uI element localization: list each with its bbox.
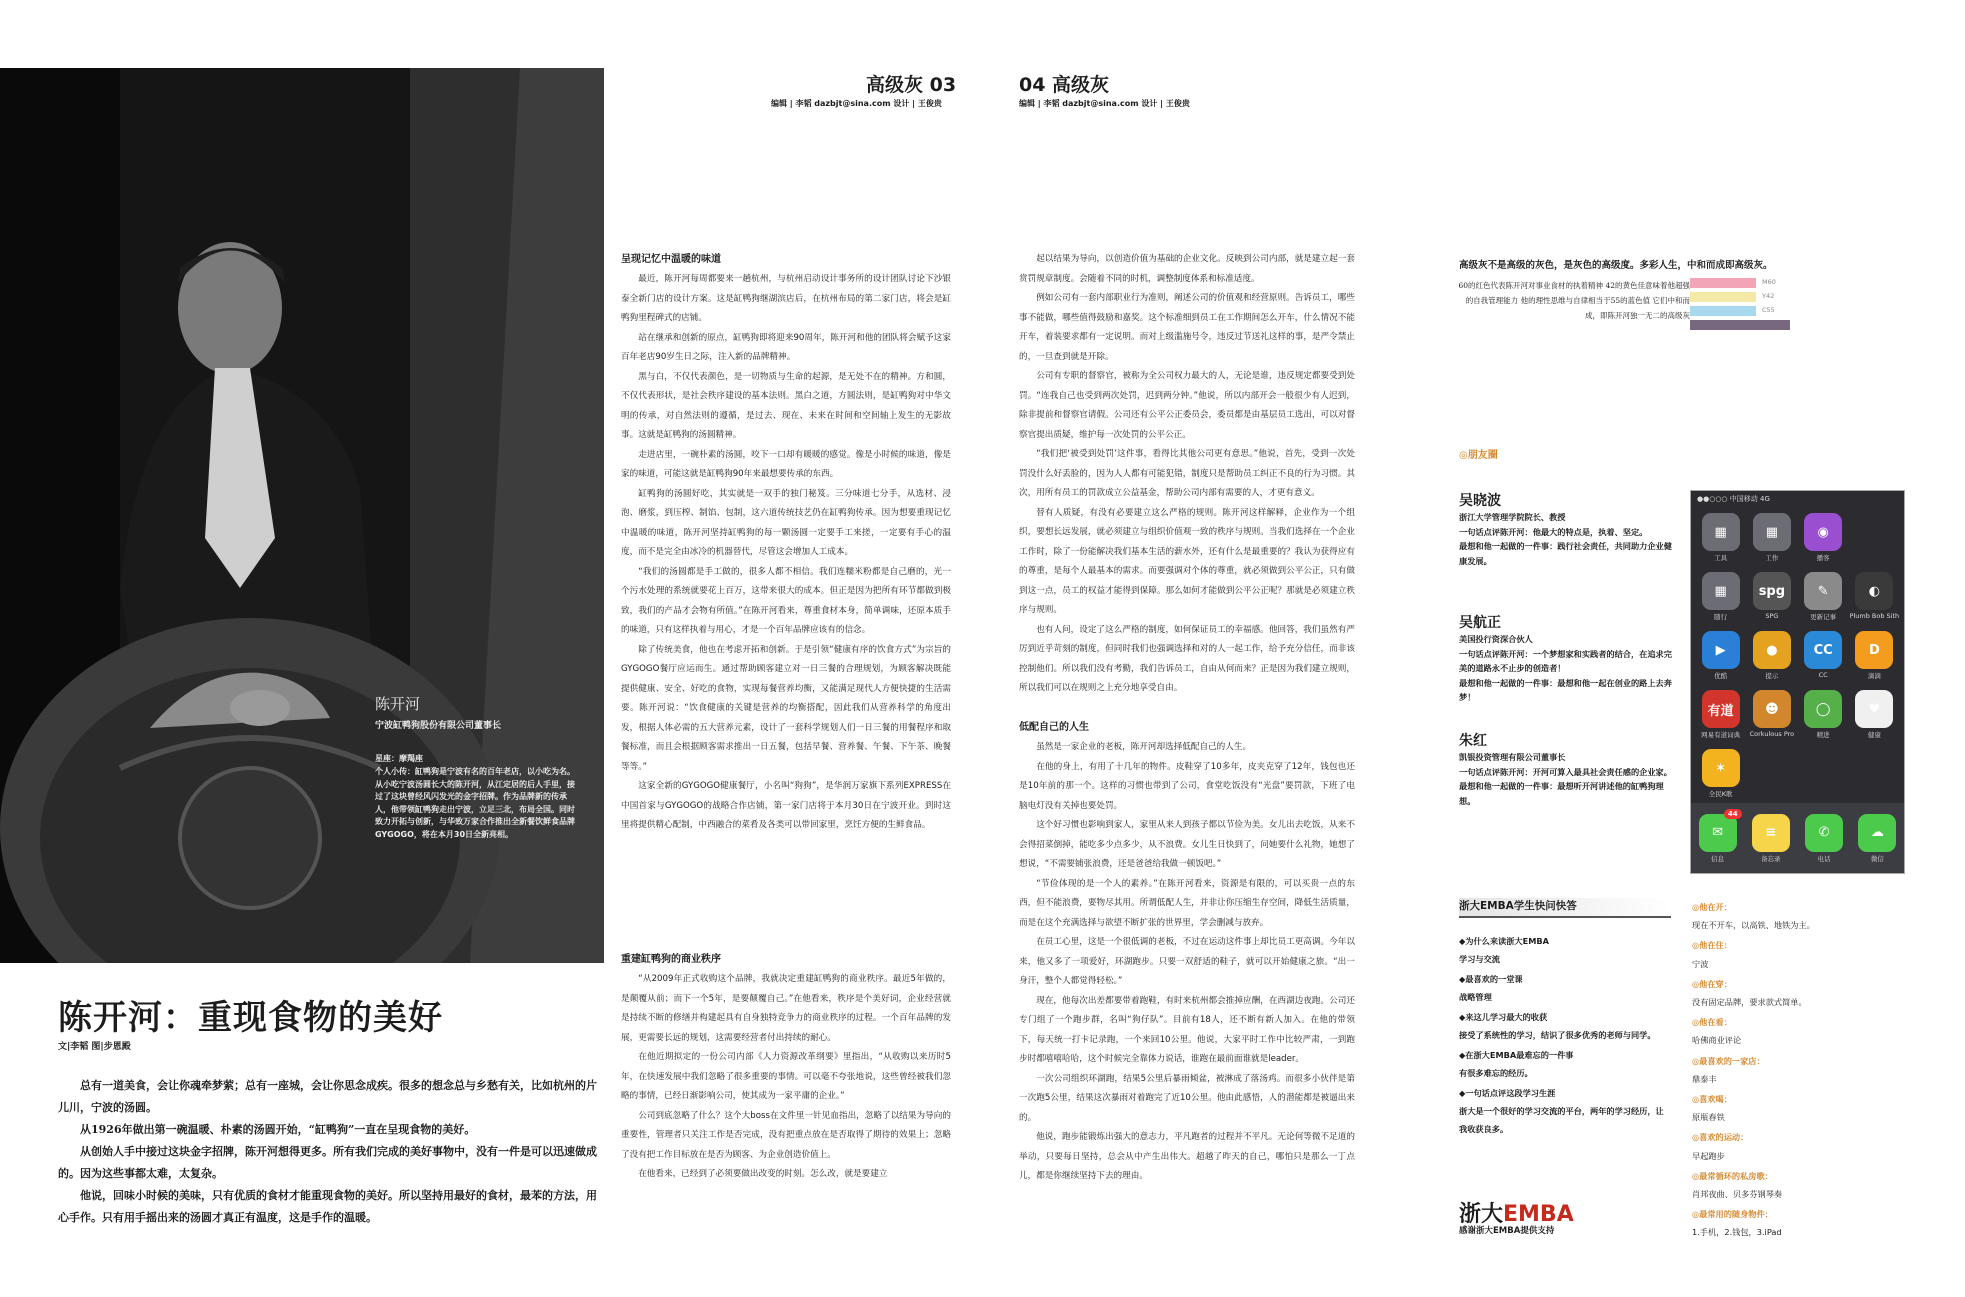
app-label: 播客	[1816, 554, 1830, 562]
app-icon: ☻	[1753, 690, 1791, 728]
app-icon-item	[1695, 749, 1746, 798]
fact-key: ◎他在开：	[1692, 902, 1732, 912]
color-bar-fill	[1690, 278, 1756, 288]
friend-org: 凯银投资管理有限公司董事长	[1459, 752, 1566, 762]
friend-card	[1459, 612, 1674, 705]
color-bar: M60	[1690, 278, 1800, 288]
body-paragraph: 缸鸭狗的汤圆好吃，其实就是一双手的独门秘笈。三分味道七分手，从选材、浸泡、磨浆，到压榨、制馅、包制，这六道传统技艺仍在缸鸭狗传承。因为想要重现记忆中温暖的味道，陈开河坚持缸鸭狗的每一颗汤圆一定要手工来搓，一定要有手心的温度，而不是完全由冰冷的机器替代，尽管这会增加人工成本。	[621, 488, 951, 557]
body-paragraph: 在员工心里，这是一个很低调的老板，不过在运动这件事上却比员工更高调。今年以来，他又多了一项爱好，环湖跑步。只要一双舒适的鞋子，就可以开始健康之旅。“出一身汗，整个人都觉得轻松。”	[1019, 937, 1355, 986]
friend-org: 浙江大学管理学院院长、教授	[1459, 512, 1566, 522]
page-credit-right: 编辑 | 李韬 dazbjt@sina.com 设计 | 王俊贵	[1019, 99, 1190, 108]
app-label: 随行	[1714, 613, 1728, 621]
body-paragraph: 他说，跑步能锻炼出强大的意志力，平凡跑者的过程并不平凡。无论何等微不足道的举动，只要每日坚持，总会从中产生出伟大。超越了昨天的自己，哪怕只是那么一丁点儿，都是你继续坚持下去的理由。	[1019, 1132, 1355, 1181]
body-paragraph: “我们的汤圆都是手工做的，很多人都不相信。我们连糯米粉都是自己磨的，光一个污水处理的系统就要花上百万，这带来很大的成本。但正是因为把所有环节都做到极致，我们的产品才会物有所值。”在陈开河看来，尊重食材本身，简单调味，还原本质手的味道，只有这样执着与用心，才是一个百年品牌应该有的信念。	[621, 566, 951, 635]
body-paragraph: 除了传统美食，他也在考虑开拓和创新。于是引领“健康有序的饮食方式”为宗旨的GYGOGO餐厅应运而生。通过帮助顾客建立对一日三餐的合理规划，为顾客解决既能提供健康、安全、好吃的食物，实现每餐营养均衡，又能满足现代人方便快捷的生活需要。陈开河说：“饮食健康的关键是营养的均衡搭配，因此我们从营养科学的角度出发，根据人体必需的五大营养元素，设计了一套科学规划人们一日三餐的用餐程序和取餐标准，而且会根据顾客需求推出一日五餐，包括早餐、营养餐、午餐、下午茶、晚餐等等。”	[621, 644, 951, 772]
page-header-04: 04 高级灰	[1019, 74, 1110, 96]
app-icon-item	[1798, 814, 1851, 863]
app-icon-item	[1798, 690, 1849, 739]
section-heading: 重建缸鸭狗的商业秩序	[621, 954, 721, 965]
app-icon-item	[1849, 690, 1900, 739]
app-label: 更新记事	[1810, 613, 1837, 621]
app-label: 全民K歌	[1708, 790, 1733, 798]
body-paragraph: 走进店里，一碗朴素的汤圆，咬下一口却有暖暖的感觉。像是小时候的味道，像是家的味道，可能这就是缸鸭狗90年来最想要传承的东西。	[621, 449, 951, 479]
emba-logo-prefix: 浙大	[1459, 1202, 1504, 1227]
app-label: 备忘录	[1761, 854, 1781, 863]
qa-answer: 有很多难忘的经历。	[1459, 1068, 1533, 1078]
fact-key: ◎他在住：	[1692, 940, 1732, 951]
app-icon: spg	[1753, 572, 1791, 610]
caption-text: 个人小传：缸鸭狗是宁波有名的百年老店，以小吃为名。从小吃宁波汤圆长大的陈开河，从江定居的后人手里，接过了这块曾经风闪发光的金字招牌。作为品牌新的传承人，他带领缸鸭狗走出宁波，立足三北，布局全国。同时致力开拓与创新，与华致万家合作推出全新餐饮鲜食品牌GYGOGO，将在本月30日全新亮相。	[375, 767, 575, 839]
fact-value: 哈佛商业评论	[1692, 1035, 1742, 1046]
app-icon: ●	[1753, 631, 1791, 669]
app-icon-item	[1746, 513, 1797, 562]
article-byline: 文|李韬 图|步恩殿	[58, 1042, 131, 1052]
caption-title: 宁波缸鸭狗股份有限公司董事长	[375, 721, 502, 731]
app-icon: ◐	[1855, 572, 1893, 610]
article-title: 陈开河：重现食物的美好	[58, 998, 443, 1038]
fact-value: 现在不开车，以高铁、地铁为主。	[1692, 920, 1815, 931]
app-icon: ▦	[1753, 513, 1791, 551]
body-paragraph: 公司有专职的督察官，被称为全公司权力最大的人，无论是谁，违反规定都要受到处罚。“连我自己也受到两次处罚，迟到两分钟。”他说，所以内部开会一般很少有人迟到，除非提前和督察官请假。公司还有公平公正委员会，委员都是由基层员工选出，可以对督察官提出质疑，维护每一次处罚的公平公正。	[1019, 371, 1355, 440]
color-bar: C55	[1690, 306, 1800, 316]
app-label: 微信	[1870, 854, 1884, 863]
lead-paragraph: 从创始人手中接过这块金字招牌，陈开河想得更多。所有我们完成的美好事物中，没有一件是可以迅速做成的。因为这些事都太难，太复杂。	[58, 1145, 597, 1180]
app-icon: ▦	[1702, 513, 1740, 551]
app-icon-item	[1798, 572, 1849, 621]
lead-paragraph: 总有一道美食，会让你魂牵梦萦；总有一座城，会让你思念成疾。很多的想念总与乡愁有关，比如杭州的片儿川，宁波的汤圆。	[58, 1079, 597, 1114]
body-column-2	[1019, 250, 1355, 699]
body-paragraph: 现在，他每次出差都要带着跑鞋，有时来杭州都会推掉应酬，在西湖边夜跑。公司还专门组了一个跑步群，名叫“狗仔队”。目前有18人，还不断有新人加入。在他的带领下，每天统一打卡记录跑，一个来回10公里。他说，大家平时工作中比较严肃，一到跑步时都嘻嘻哈哈，这个时候完全靠体力说话，谁跑在最前面谁就是leader。	[1019, 995, 1355, 1064]
fact-value: 原瓶春铁	[1692, 1112, 1725, 1123]
friend-name: 吴晓波	[1459, 493, 1501, 509]
app-icon: ◯	[1804, 690, 1842, 728]
friend-name: 吴航正	[1459, 615, 1501, 631]
app-grid	[1691, 507, 1904, 804]
app-icon-item	[1695, 513, 1746, 562]
page-credit-left: 编辑 | 李韬 dazbjt@sina.com 设计 | 王俊贵	[771, 99, 942, 108]
app-icon: ▶	[1702, 631, 1740, 669]
app-icon: ✶	[1702, 749, 1740, 787]
qa-answer: 战略管理	[1459, 992, 1492, 1002]
friend-wish: 最想和他一起做的一件事：最想听开河讲述他的缸鸭狗理想。	[1459, 781, 1664, 806]
section-heading: 低配自己的人生	[1019, 722, 1089, 733]
body-paragraph: “我们把‘被受到处罚’这件事，看得比其他公司更有意思。”他说，首先，受到一次处罚没什么好丢脸的，因为人人都有可能犯错，制度只是帮助员工纠正不良的行为习惯。其次，用所有员工的罚款成立公益基金，帮助公司内部有需要的人，才更有意义。	[1019, 449, 1355, 498]
app-icon-item	[1849, 631, 1900, 680]
app-icon-item	[1849, 513, 1900, 562]
fact-value: 肖邦夜曲、贝多芬钢琴奏	[1692, 1189, 1783, 1200]
app-label: 提示	[1765, 672, 1779, 680]
app-icon-item	[1851, 814, 1904, 863]
app-icon-item	[1744, 814, 1797, 863]
emba-logo-text: EMBA	[1503, 1202, 1574, 1227]
app-icon-item	[1849, 572, 1900, 621]
app-label: CC	[1818, 671, 1828, 679]
qa-question: ◆来这儿学习最大的收获	[1459, 1012, 1548, 1022]
app-label: 滴滴	[1867, 672, 1881, 680]
body-paragraph: “从2009年正式收购这个品牌，我就决定重建缸鸭狗的商业秩序。最近5年做的，是颠覆从前；而下一个5年，是要颠覆自己。”在他看来，秩序是个美好词，企业经营就是持续不断的修缮并构建起具有自身独特竞争力的商业秩序的过程。一个百年品牌的发展，更需要长远的规划，这需要经营者付出持续的耐心。	[621, 974, 951, 1043]
color-bar	[1690, 320, 1800, 330]
app-icon	[1855, 513, 1893, 551]
body-paragraph: 虽然是一家企业的老板，陈开河却选择低配自己的人生。	[1036, 742, 1252, 752]
app-icon: ✉ 44	[1699, 814, 1737, 852]
body-paragraph: 公司到底忽略了什么？这个大boss在文件里一针见血指出，忽略了以结果为导向的重要性，管理者只关注工作是否完成，没有把重点放在是否取得了期待的效果上；忽略了没有把工作目标放在是否为顾客、为企业创造价值上。	[621, 1110, 951, 1160]
qa-question: ◆最喜欢的一堂课	[1459, 974, 1523, 984]
fact-value: 早起跑步	[1692, 1150, 1725, 1161]
body-paragraph: 也有人问，设定了这么严格的制度，如何保证员工的幸福感。他回答，我们虽然有严厉到近乎苛刻的制度，但同时我们也强调选择和对的人一起工作，给予充分信任，而非该控制他们。所以我们没有考勤，我们告诉员工，自由从何而来？正是因为我们建立规则，所以我们可以在规则之上充分地享受自由。	[1019, 624, 1355, 693]
qa-answer: 接受了系统性的学习，结识了很多优秀的老师与同学。	[1459, 1030, 1656, 1040]
fact-key: ◎他在看：	[1692, 1017, 1732, 1028]
app-icon-item	[1695, 690, 1746, 739]
body-column-2b	[1019, 718, 1355, 1187]
body-paragraph: 站在继承和创新的原点，缸鸭狗即将迎来90周年，陈开河和他的团队将会赋予这家百年老店90岁生日之际，注入新的品牌精神。	[621, 332, 951, 362]
friend-org: 美国投行资深合伙人	[1459, 634, 1533, 644]
app-icon: D	[1855, 631, 1893, 669]
body-column-1	[621, 250, 951, 836]
lead-paragraph: 他说，回味小时候的美味，只有优质的食材才能重现食物的美好。所以坚持用最好的食材，最苯的方法，用心手作。只有用手摇出来的汤圆才真正有温度，这是手作的温暖。	[58, 1189, 597, 1224]
personal-facts	[1692, 898, 1922, 1244]
body-paragraph: 黑与白，不仅代表颜色，是一切物质与生命的起源，是无处不在的精神。方和圆，不仅代表形状，是社会秩序建设的基本法则。黑白之道，方圆法则，是缸鸭狗对中华文明的传承，对自然法则的遵循，是过去、现在、未来在时间和空间轴上发生的无影故事。这就是缸鸭狗的汤圆精神。	[621, 371, 951, 440]
friend-name: 朱红	[1459, 733, 1487, 749]
page-header-03: 高级灰 03	[866, 74, 957, 96]
friend-card	[1459, 490, 1674, 568]
friends-heading: ◎朋友圈	[1459, 450, 1498, 461]
body-paragraph: 起以结果为导向，以创造价值为基础的企业文化。反映到公司内部，就是建立起一套赏罚规章制度。会随着不同的时机，调整制度体系和标准适度。	[1019, 254, 1355, 284]
app-icon: ✆	[1805, 814, 1843, 852]
fact-key: ◎最常用的随身物件：	[1692, 1209, 1773, 1220]
body-paragraph: 在他近期拟定的一份公司内部《人力资源改革纲要》里指出，“从收购以来历时5年，在快速发展中我们忽略了很多重要的事情。可以毫不夸张地说，这些曾经被我们忽略的事情，已经日渐影响公司，使其成为一家平庸的企业。”	[621, 1052, 951, 1101]
article-lead	[58, 1075, 603, 1229]
body-paragraph: 在他看来，已经到了必须要做出改变的时刻。怎么改，就是要建立	[638, 1169, 888, 1179]
color-bar-fill	[1690, 292, 1756, 302]
app-icon: 有道	[1702, 690, 1740, 728]
fact-key: ◎最喜欢的一家店：	[1692, 1055, 1765, 1066]
notification-badge: 44	[1724, 809, 1742, 819]
app-icon-item	[1746, 572, 1797, 621]
phone-status-bar: ●●○○○ 中国移动 4G	[1697, 495, 1770, 503]
fact-value: 鼎泰丰	[1692, 1073, 1717, 1084]
app-label: 电话	[1817, 854, 1831, 863]
body-paragraph: “节俭体现的是一个人的素养。”在陈开河看来，资源是有限的，可以买贵一点的东西，但不能浪费，要物尽其用。所谓低配人生，并非让你压缩生存空间，降低生活质量，而是在这个充满选择与欲望不断扩张的世界里，学会删减与放弃。	[1019, 878, 1355, 928]
lead-paragraph: 从1926年做出第一碗温暖、朴素的汤圆开始，“缸鸭狗”一直在呈现食物的美好。	[80, 1123, 476, 1136]
friend-card	[1459, 730, 1674, 808]
app-icon-item	[1746, 631, 1797, 680]
app-icon-item	[1691, 809, 1744, 863]
fact-key: ◎他在穿：	[1692, 978, 1732, 989]
app-icon-item	[1798, 631, 1849, 680]
color-bars	[1690, 278, 1800, 334]
friend-comment: 一句话点评陈开河：他最大的特点是，执着、坚定。	[1459, 526, 1648, 537]
body-paragraph: 这家全新的GYGOGO健康餐厅，小名叫“狗狗”，是华润万家旗下系列EXPRESS在中国首家与GYGOGO的战略合作店铺，第一家门店将于本月30日在宁波开业。到时这里将提供精心配制，中西融合的菜肴及各类可以带回家里，烹饪方便的生鲜食品。	[621, 781, 951, 830]
app-label: 工具	[1714, 554, 1728, 562]
emba-qa-list	[1459, 932, 1671, 1138]
body-paragraph: 在他的身上，有用了十几年的物件。皮鞋穿了10多年，皮夹克穿了12年，钱包也还是10年前的那一个。这样的习惯也带到了公司，食堂吃饭没有“光盘”要罚款，下班了电脑电灯没有关掉也要处罚。	[1019, 761, 1355, 811]
phone-dock	[1691, 803, 1904, 873]
app-icon: ☁	[1858, 814, 1896, 852]
app-icon: ≡	[1752, 814, 1790, 852]
emba-qa-box	[1459, 898, 1671, 1140]
color-bar-fill	[1690, 320, 1790, 330]
app-label: SPG	[1765, 612, 1779, 620]
color-bar-fill	[1690, 306, 1756, 316]
app-icon-item	[1695, 572, 1746, 621]
app-icon-item	[1695, 631, 1746, 680]
caption-label: 星座：摩羯座	[375, 754, 423, 763]
friend-comment: 一句话点评陈开河：开河可算入最具社会责任感的企业家。	[1459, 766, 1672, 777]
color-bar: Y42	[1690, 292, 1800, 302]
fact-value: 没有固定品牌，要求款式简单。	[1692, 997, 1807, 1008]
body-paragraph: 这个好习惯也影响到家人，家里从来人到孩子都以节俭为美。女儿出去吃饭，从来不会得招菜倒掉，能吃多少点多少，从不浪费。女儿生日快到了，问她要什么礼物，她想了想说，“不需要铺张浪费，还是爸爸给我做一顿饭吧。”	[1019, 820, 1355, 869]
friend-wish: 最想和他一起做的一件事：践行社会责任，共同助力企业健康发展。	[1459, 541, 1672, 566]
fact-key: ◎喜欢的运动：	[1692, 1132, 1749, 1143]
fact-key: ◎喜欢喝：	[1692, 1094, 1732, 1105]
friend-comment: 一句话点评陈开河：一个梦想家和实践者的结合，在追求完美的道路永不止步的创造者！	[1459, 648, 1672, 673]
body-paragraph: 最近，陈开河每周都要来一趟杭州，与杭州启动设计事务所的设计团队讨论下沙银泰全新门店的设计方案。这是缸鸭狗继湖滨店后，在杭州布局的第二家门店，将会是缸鸭狗里程碑式的店铺。	[621, 274, 951, 323]
app-label: 优酷	[1714, 672, 1728, 680]
app-label: Plumb Bob Sith	[1849, 612, 1900, 620]
app-label: 工作	[1765, 554, 1779, 562]
fact-value: 1.手机，2.钱包，3.iPad	[1692, 1227, 1782, 1238]
caption-name: 陈开河	[375, 695, 421, 713]
fact-value: 宁波	[1692, 958, 1709, 969]
qa-question: ◆在浙大EMBA最难忘的一件事	[1459, 1050, 1574, 1060]
body-paragraph: 例如公司有一套内部职业行为准则，阐述公司的价值观和经营原则。告诉员工，哪些事不能做，哪些值得鼓励和嘉奖。这个标准细到员工在工作期间怎么开车，什么情况不能开车，着装要求都有一定说明。而对上级滥施号令，违反过节送礼这样的事，是严令禁止的，一旦查到就是开除。	[1019, 293, 1355, 362]
qa-answer: 学习与交流	[1459, 954, 1500, 964]
section-heading: 呈现记忆中温暖的味道	[621, 254, 721, 265]
app-label: 健康	[1867, 731, 1881, 739]
app-label: 信息	[1711, 854, 1725, 863]
app-icon-item	[1746, 690, 1797, 739]
body-paragraph: 一次公司组织环湖跑，结果5公里后暴雨倾盆，被淋成了落汤鸡。而很多小伙伴是第一次跑5公里，结果这次暴雨对着跑完了近10公里。他由此感悟，人的潜能都是被逼出来的。	[1019, 1073, 1355, 1123]
phone-screenshot	[1690, 490, 1905, 874]
emba-heading: 浙大EMBA学生快问快答	[1459, 898, 1671, 918]
qa-answer: 浙大是一个很好的学习交流的平台，两年的学习经历，让我收获良多。	[1459, 1106, 1664, 1134]
sidebar-intro: 高级灰不是高级的灰色，是灰色的高级度。多彩人生，中和而成即高级灰。	[1459, 260, 1773, 271]
app-icon: CC	[1804, 631, 1842, 669]
fact-key: ◎最常循环的私房歌：	[1692, 1170, 1773, 1181]
body-paragraph: 替有人质疑，有没有必要建立这么严格的规则。陈开河这样解释，企业作为一个组织，要想长远发展，就必须建立与组织价值观一致的秩序与规则。当我们选择在一个企业工作时，除了一份能解决我们基本生活的薪水外，还有什么是最重要的？我认为获得应有的尊重，是每个人最基本的需求。而要强调对个体的尊重，就必须做到公平公正，只有做到这一点，员工的权益才能得到保障。那么如何才能做到公平公正呢？那就是必须建立秩序与规则。	[1019, 507, 1355, 615]
qa-question: ◆一句话点评这段学习生涯	[1459, 1088, 1556, 1098]
app-icon-item	[1798, 513, 1849, 562]
body-column-1b	[621, 950, 951, 1185]
emba-thanks: 感谢浙大EMBA提供支持	[1459, 1226, 1555, 1236]
app-label: Corkulous Pro	[1749, 730, 1795, 738]
app-label: 精进	[1816, 731, 1830, 739]
app-icon: ✎	[1804, 572, 1842, 610]
app-icon: ♥	[1855, 690, 1893, 728]
app-icon: ◉	[1804, 513, 1842, 551]
color-note: 60的红色代表陈开河对事业食材的执着精神 42的黄色佳意味着他超强的自我管理能力 他的理性思维与自律相当于55的蓝色值 它们中和而成，即陈开河独一无二的高级灰	[1458, 281, 1690, 320]
app-icon: ▦	[1702, 572, 1740, 610]
friend-wish: 最想和他一起做的一件事：最想和他一起在创业的路上去奔梦！	[1459, 677, 1672, 702]
qa-question: ◆为什么来读浙大EMBA	[1459, 936, 1549, 946]
app-label: 网易有道词典	[1701, 731, 1741, 739]
